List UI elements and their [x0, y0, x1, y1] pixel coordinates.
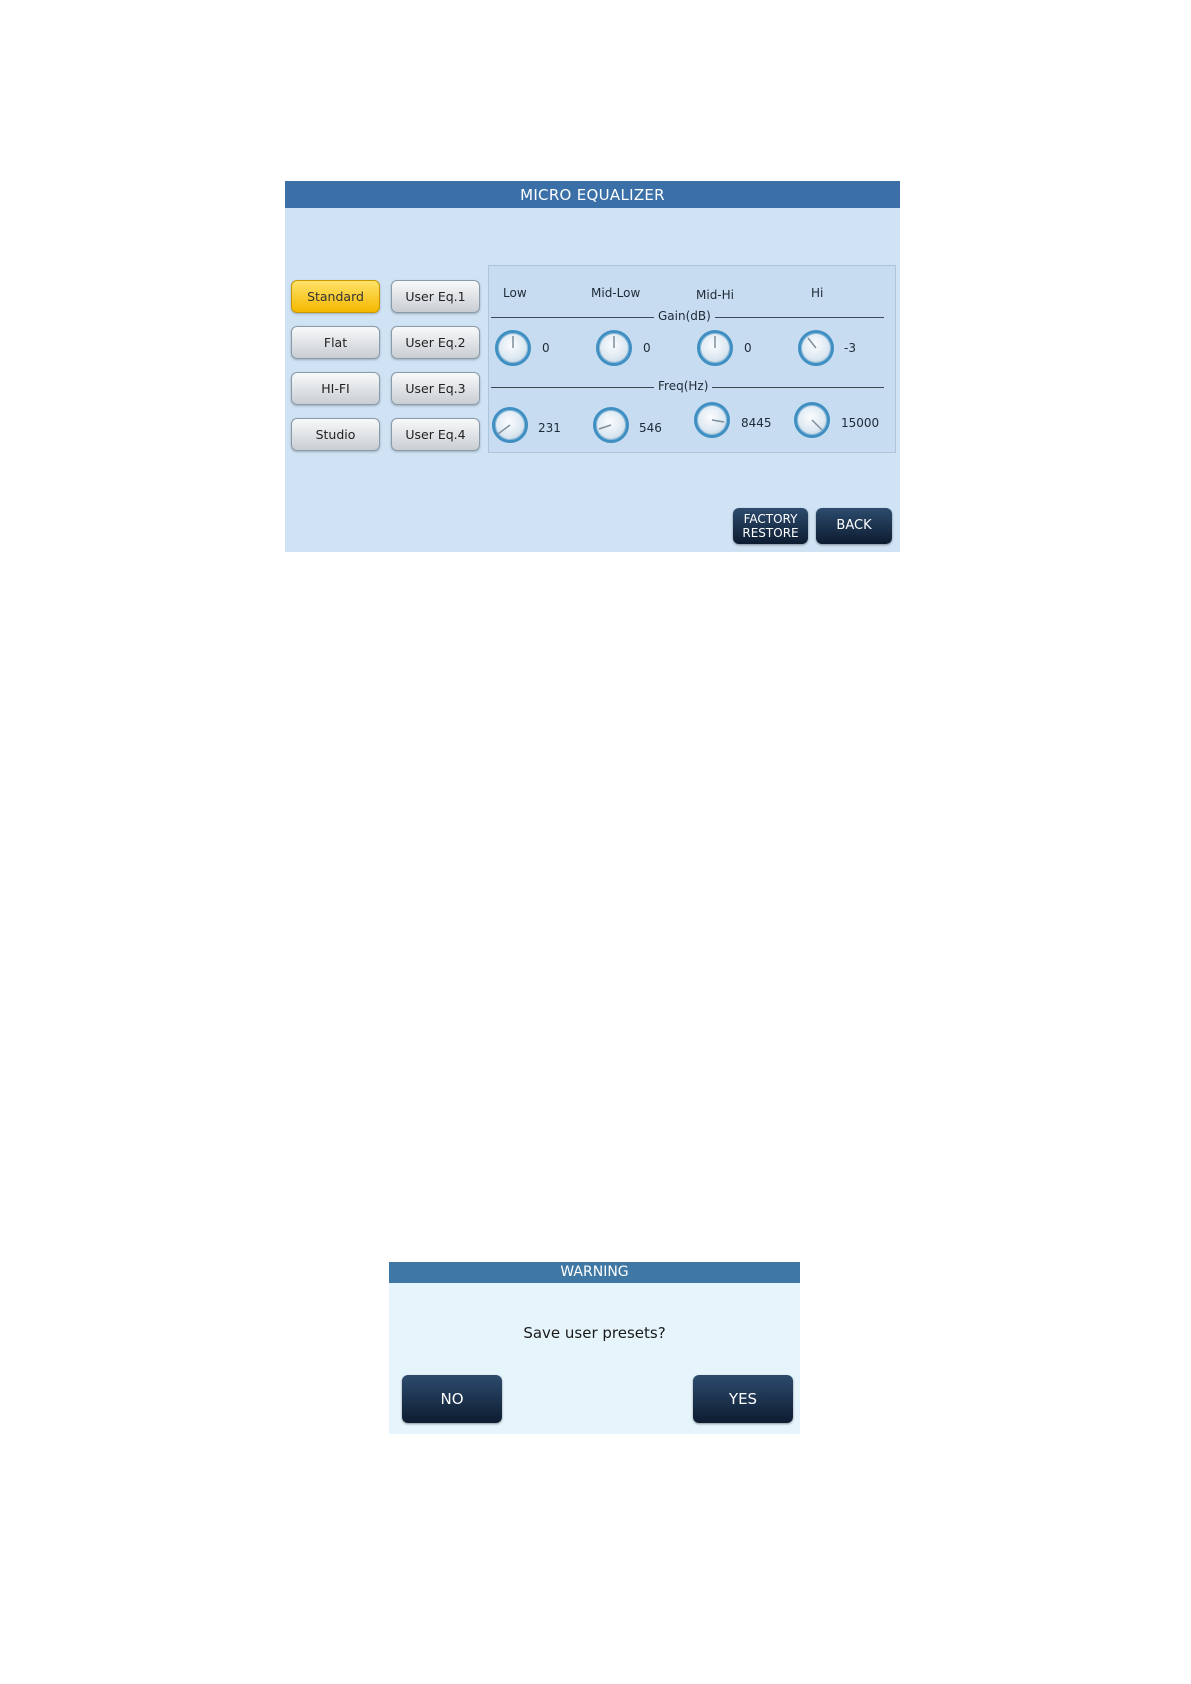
freq-knob-mid-hi[interactable] — [694, 402, 730, 438]
knob-indicator-icon — [801, 333, 831, 363]
band-label-hi: Hi — [811, 286, 824, 300]
preset-user-eq1-button[interactable]: User Eq.1 — [391, 280, 480, 313]
factory-restore-label-line2: RESTORE — [742, 526, 799, 540]
freq-value-hi: 15000 — [841, 416, 880, 430]
preset-standard-button[interactable]: Standard — [291, 280, 380, 313]
knob-indicator-icon — [599, 333, 629, 363]
gain-knob-mid-hi[interactable] — [697, 330, 733, 366]
preset-hifi-button[interactable]: HI-FI — [291, 372, 380, 405]
gain-value-mid-low: 0 — [643, 341, 651, 355]
knob-indicator-icon — [495, 410, 525, 440]
preset-user-eq2-button[interactable]: User Eq.2 — [391, 326, 480, 359]
preset-user-eq4-button[interactable]: User Eq.4 — [391, 418, 480, 451]
freq-knob-hi[interactable] — [794, 402, 830, 438]
gain-knob-hi[interactable] — [798, 330, 834, 366]
gain-value-mid-hi: 0 — [744, 341, 752, 355]
freq-knob-mid-low[interactable] — [593, 407, 629, 443]
gain-value-hi: -3 — [844, 341, 856, 355]
warning-dialog — [389, 1262, 800, 1434]
preset-flat-button[interactable]: Flat — [291, 326, 380, 359]
freq-knob-low[interactable] — [492, 407, 528, 443]
factory-restore-label-line1: FACTORY — [743, 512, 798, 526]
gain-section-label: Gain(dB) — [654, 309, 715, 323]
warning-message: Save user presets? — [523, 1324, 666, 1342]
freq-value-mid-low: 546 — [639, 421, 662, 435]
knob-indicator-icon — [700, 333, 730, 363]
freq-value-mid-hi: 8445 — [741, 416, 772, 430]
micro-equalizer-panel — [285, 181, 900, 552]
knob-indicator-icon — [797, 405, 827, 435]
preset-user-eq3-button[interactable]: User Eq.3 — [391, 372, 480, 405]
band-label-mid-hi: Mid-Hi — [696, 288, 734, 302]
preset-studio-button[interactable]: Studio — [291, 418, 380, 451]
no-button[interactable]: NO — [402, 1375, 502, 1423]
equalizer-title-bar: MICRO EQUALIZER — [285, 181, 900, 208]
gain-knob-mid-low[interactable] — [596, 330, 632, 366]
yes-button[interactable]: YES — [693, 1375, 793, 1423]
freq-section-label: Freq(Hz) — [654, 379, 712, 393]
knob-indicator-icon — [498, 333, 528, 363]
gain-knob-low[interactable] — [495, 330, 531, 366]
knob-indicator-icon — [596, 410, 626, 440]
knob-indicator-icon — [697, 405, 727, 435]
gain-value-low: 0 — [542, 341, 550, 355]
warning-title-bar: WARNING — [389, 1262, 800, 1283]
band-label-low: Low — [503, 286, 527, 300]
knob-area — [488, 265, 896, 453]
back-button[interactable]: BACK — [816, 508, 892, 544]
band-label-mid-low: Mid-Low — [591, 286, 641, 300]
factory-restore-button[interactable] — [733, 508, 808, 544]
freq-value-low: 231 — [538, 421, 561, 435]
